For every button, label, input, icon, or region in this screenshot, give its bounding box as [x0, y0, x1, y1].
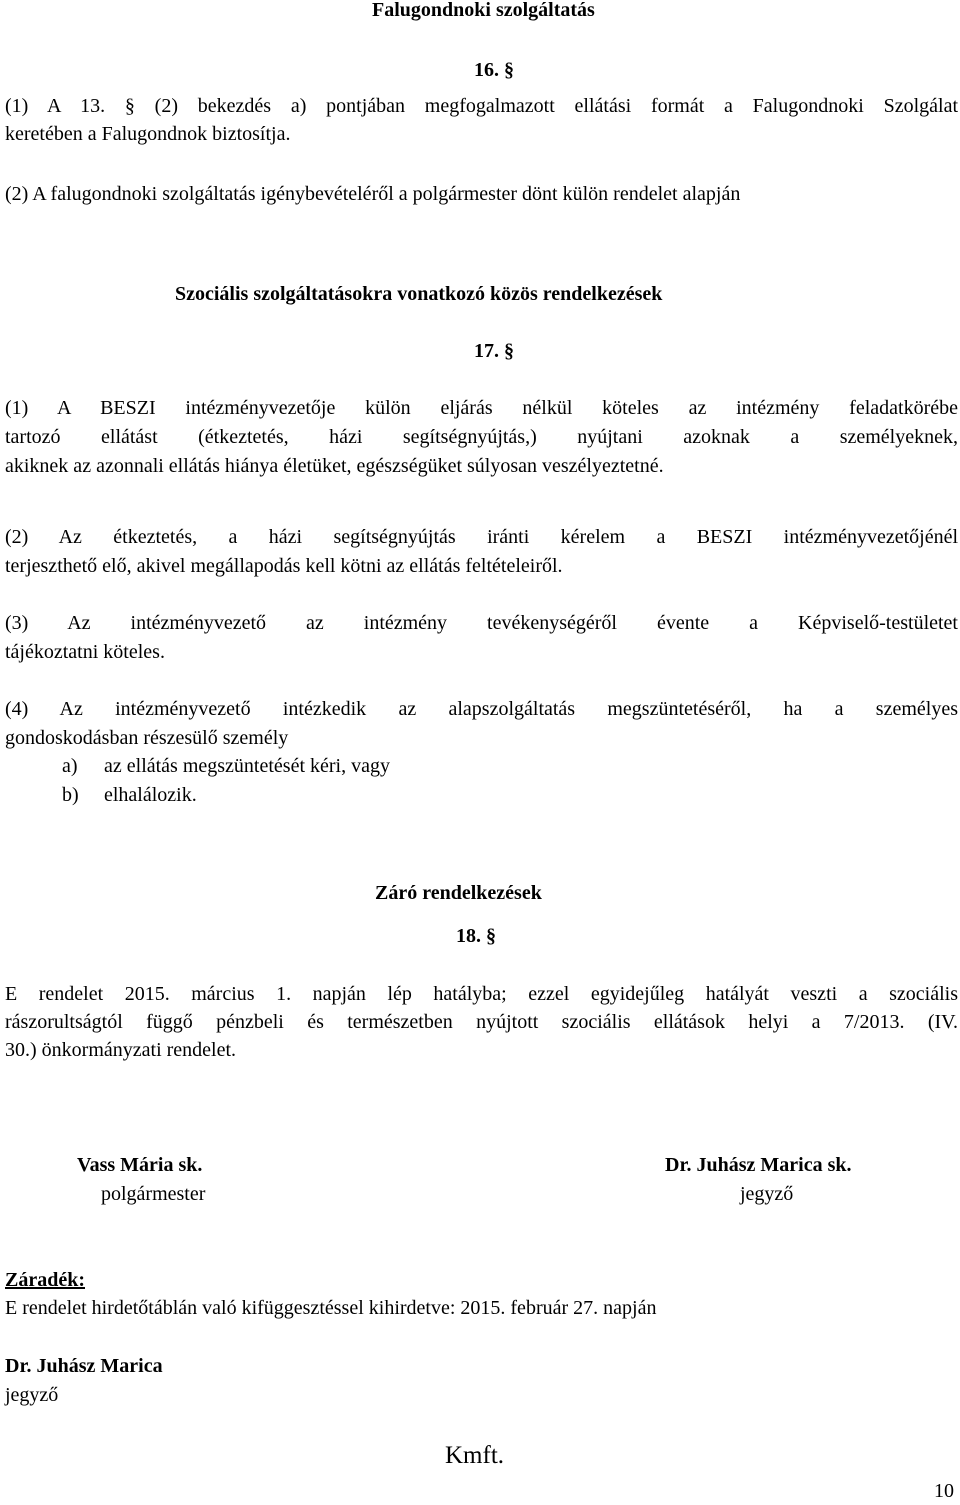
s17-paragraph-2-line-2: terjeszthető elő, akivel megállapodás kell kötni az ellátás feltételeiről. [5, 555, 563, 577]
section-16-heading: Falugondnoki szolgáltatás [372, 0, 595, 21]
list-item-b-marker: b) [62, 784, 79, 806]
s16-paragraph-2-line-1: (2) A falugondnoki szolgáltatás igénybevételéről a polgármester dönt külön rendelet alapján [5, 183, 741, 205]
s18-paragraph-line-3: 30.) önkormányzati rendelet. [5, 1039, 237, 1061]
section-18-number: 18. § [456, 925, 496, 947]
s18-paragraph-line-1: E rendelet 2015. március 1. napján lép hatályba; ezzel egyidejűleg hatályát veszti a szociális [5, 983, 958, 1005]
clause-signer-name: Dr. Juhász Marica [5, 1355, 163, 1377]
s16-paragraph-1-line-2: keretében a Falugondnok biztosítja. [5, 123, 291, 145]
s17-paragraph-3-line-1: (3) Az intézményvezető az intézmény tevékenységéről évente a Képviselő-testületet [5, 612, 958, 634]
s17-paragraph-1-line-1: (1) A BESZI intézményvezetője külön eljárás nélkül köteles az intézmény feladatkörébe [5, 397, 958, 419]
clause-signer-title: jegyző [5, 1384, 59, 1406]
list-item-a-text: az ellátás megszüntetését kéri, vagy [104, 755, 390, 777]
list-item-b-text: elhalálozik. [104, 784, 197, 806]
clause-text: E rendelet hirdetőtáblán való kifüggesztéssel kihirdetve: 2015. február 27. napján [5, 1297, 657, 1319]
list-item-a-marker: a) [62, 755, 78, 777]
signature-right-name: Dr. Juhász Marica sk. [665, 1154, 852, 1176]
signature-left-title: polgármester [101, 1183, 206, 1205]
s16-paragraph-1-line-1: (1) A 13. § (2) bekezdés a) pontjában megfogalmazott ellátási formát a Falugondnoki Szolgálat [5, 95, 958, 117]
signature-right-title: jegyző [740, 1183, 794, 1205]
section-16-number: 16. § [474, 59, 514, 81]
s17-paragraph-3-line-2: tájékoztatni köteles. [5, 641, 165, 663]
s17-paragraph-1-line-3: akiknek az azonnali ellátás hiánya életüket, egészségüket súlyosan veszélyeztetné. [5, 455, 664, 477]
page-number: 10 [934, 1480, 954, 1502]
signature-left-name: Vass Mária sk. [77, 1154, 203, 1176]
s17-paragraph-4-line-1: (4) Az intézményvezető intézkedik az alapszolgáltatás megszüntetéséről, ha a személyes [5, 698, 958, 720]
s17-paragraph-2-line-1: (2) Az étkeztetés, a házi segítségnyújtás iránti kérelem a BESZI intézményvezetőjénél [5, 526, 958, 548]
section-17-number: 17. § [474, 340, 514, 362]
section-18-heading: Záró rendelkezések [375, 882, 542, 904]
s17-paragraph-4-line-2: gondoskodásban részesülő személy [5, 727, 289, 749]
section-17-heading: Szociális szolgáltatásokra vonatkozó közös rendelkezések [175, 283, 663, 305]
s18-paragraph-line-2: rászorultságtól függő pénzbeli és természetben nyújtott szociális ellátások helyi a 7/2013. (IV. [5, 1011, 958, 1033]
clause-label: Záradék: [5, 1269, 85, 1291]
s17-paragraph-1-line-2: tartozó ellátást (étkeztetés, házi segítségnyújtás,) nyújtani azoknak a személyeknek, [5, 426, 958, 448]
kmft-text: Kmft. [445, 1442, 505, 1469]
